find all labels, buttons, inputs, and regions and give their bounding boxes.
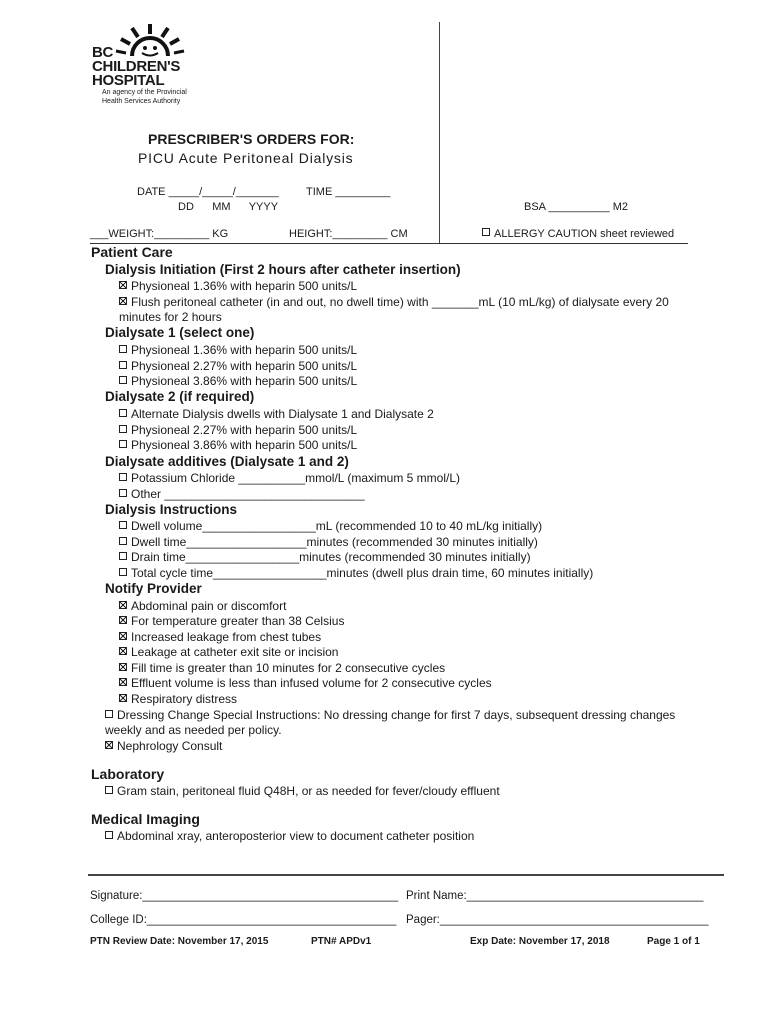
list-item[interactable]: Respiratory distress: [119, 692, 237, 706]
hospital-logo: [92, 22, 202, 112]
checkbox-checked[interactable]: [119, 647, 127, 655]
checkbox-checked[interactable]: [119, 663, 127, 671]
imaging-heading: Medical Imaging: [91, 811, 200, 827]
notify-heading: Notify Provider: [105, 581, 202, 596]
laboratory-item[interactable]: Gram stain, peritoneal fluid Q48H, or as needed for fever/cloudy effluent: [105, 784, 500, 798]
list-item-continuation: minutes for 2 hours: [119, 310, 222, 324]
checkbox[interactable]: [105, 710, 113, 718]
list-item[interactable]: Alternate Dialysis dwells with Dialysate 1 and Dialysate 2: [119, 407, 434, 421]
list-item[interactable]: Physioneal 1.36% with heparin 500 units/L: [119, 279, 357, 293]
list-item[interactable]: Abdominal pain or discomfort: [119, 599, 286, 613]
checkbox-checked[interactable]: [119, 297, 127, 305]
form-title: PRESCRIBER'S ORDERS FOR:: [148, 131, 355, 147]
additives-heading: Dialysate additives (Dialysate 1 and 2): [105, 454, 349, 469]
checkbox[interactable]: [119, 376, 127, 384]
list-item[interactable]: For temperature greater than 38 Celsius: [119, 614, 344, 628]
list-item[interactable]: Potassium Chloride __________mmol/L (maximum 5 mmol/L): [119, 471, 460, 485]
checkbox[interactable]: [119, 552, 127, 560]
list-item[interactable]: Physioneal 3.86% with heparin 500 units/L: [119, 438, 357, 452]
checkbox[interactable]: [105, 786, 113, 794]
height-field[interactable]: HEIGHT:_________ CM: [289, 228, 408, 240]
checkbox-checked[interactable]: [119, 678, 127, 686]
nephrology-item[interactable]: Nephrology Consult: [105, 739, 222, 753]
checkbox-checked[interactable]: [119, 601, 127, 609]
list-item[interactable]: Dwell time__________________minutes (recommended 30 minutes initially): [119, 535, 538, 549]
checkbox[interactable]: [119, 568, 127, 576]
checkbox-checked[interactable]: [119, 616, 127, 624]
print-name-field[interactable]: Print Name:_____________________________________: [406, 890, 704, 902]
agency-line-2: Health Services Authority: [102, 98, 181, 105]
dressing-item[interactable]: Dressing Change Special Instructions: No dressing change for first 7 days, subsequent dressing changes: [105, 708, 675, 722]
checkbox[interactable]: [119, 489, 127, 497]
allergy-item[interactable]: [482, 228, 674, 240]
list-item[interactable]: Effluent volume is less than infused volume for 2 consecutive cycles: [119, 676, 492, 690]
checkbox-checked[interactable]: [105, 741, 113, 749]
date-format: DD MM YYYY: [178, 201, 279, 213]
signature-rule: [88, 874, 724, 876]
date-field[interactable]: DATE _____/_____/_______: [137, 186, 279, 198]
logo-wordmark: BC CHILDREN'S HOSPITAL: [92, 44, 181, 89]
checkbox[interactable]: [105, 831, 113, 839]
college-id-field[interactable]: College ID:_______________________________________: [90, 914, 397, 926]
list-item[interactable]: Physioneal 1.36% with heparin 500 units/L: [119, 343, 357, 357]
checkbox-checked[interactable]: [119, 694, 127, 702]
list-item[interactable]: Physioneal 2.27% with heparin 500 units/L: [119, 423, 357, 437]
list-item[interactable]: Dwell volume_________________mL (recommended 10 to 40 mL/kg initially): [119, 519, 542, 533]
header-divider: [439, 22, 440, 244]
signature-field[interactable]: Signature:________________________________________: [90, 890, 399, 902]
dressing-continuation: weekly and as needed per policy.: [105, 723, 282, 737]
bsa-field[interactable]: BSA __________ M2: [524, 201, 628, 213]
checkbox[interactable]: [119, 345, 127, 353]
allergy-checkbox[interactable]: [482, 228, 490, 236]
imaging-item[interactable]: Abdominal xray, anteroposterior view to document catheter position: [105, 829, 474, 843]
list-item[interactable]: Flush peritoneal catheter (in and out, no dwell time) with _______mL (10 mL/kg) of dialysate every 20: [119, 295, 669, 309]
list-item[interactable]: Total cycle time_________________minutes (dwell plus drain time, 60 minutes initially): [119, 566, 593, 580]
allergy-label: ALLERGY CAUTION sheet reviewed: [494, 228, 675, 240]
patient-care-heading: Patient Care: [91, 244, 173, 260]
list-item[interactable]: Fill time is greater than 10 minutes for 2 consecutive cycles: [119, 661, 445, 675]
exp-date: Exp Date: November 17, 2018: [470, 936, 610, 947]
checkbox[interactable]: [119, 537, 127, 545]
agency-line-1: An agency of the Provincial: [102, 89, 187, 96]
checkbox[interactable]: [119, 425, 127, 433]
review-date: PTN Review Date: November 17, 2015: [90, 936, 269, 947]
instructions-heading: Dialysis Instructions: [105, 502, 238, 517]
list-item[interactable]: Other ______________________________: [119, 487, 365, 501]
weight-field[interactable]: ___WEIGHT:_________ KG: [90, 228, 229, 240]
list-item[interactable]: Leakage at catheter exit site or incision: [119, 645, 338, 659]
checkbox[interactable]: [119, 521, 127, 529]
checkbox[interactable]: [119, 473, 127, 481]
laboratory-heading: Laboratory: [91, 766, 165, 782]
checkbox[interactable]: [119, 409, 127, 417]
header-rule: [90, 243, 688, 244]
form-subtitle: PICU Acute Peritoneal Dialysis: [138, 150, 354, 166]
ptn-number: PTN# APDv1: [311, 936, 372, 947]
checkbox-checked[interactable]: [119, 632, 127, 640]
dialysate1-heading: Dialysate 1 (select one): [105, 325, 255, 340]
initiation-heading: Dialysis Initiation (First 2 hours after catheter insertion): [105, 262, 461, 277]
list-item[interactable]: Physioneal 3.86% with heparin 500 units/L: [119, 374, 357, 388]
time-field[interactable]: TIME _________: [306, 186, 391, 198]
checkbox[interactable]: [119, 440, 127, 448]
checkbox-checked[interactable]: [119, 281, 127, 289]
checkbox[interactable]: [119, 361, 127, 369]
page-number: Page 1 of 1: [647, 936, 700, 947]
list-item[interactable]: Drain time_________________minutes (recommended 30 minutes initially): [119, 550, 531, 564]
pager-field[interactable]: Pager:__________________________________________: [406, 914, 709, 926]
list-item[interactable]: Increased leakage from chest tubes: [119, 630, 321, 644]
dialysate2-heading: Dialysate 2 (if required): [105, 389, 255, 404]
list-item[interactable]: Physioneal 2.27% with heparin 500 units/L: [119, 359, 357, 373]
